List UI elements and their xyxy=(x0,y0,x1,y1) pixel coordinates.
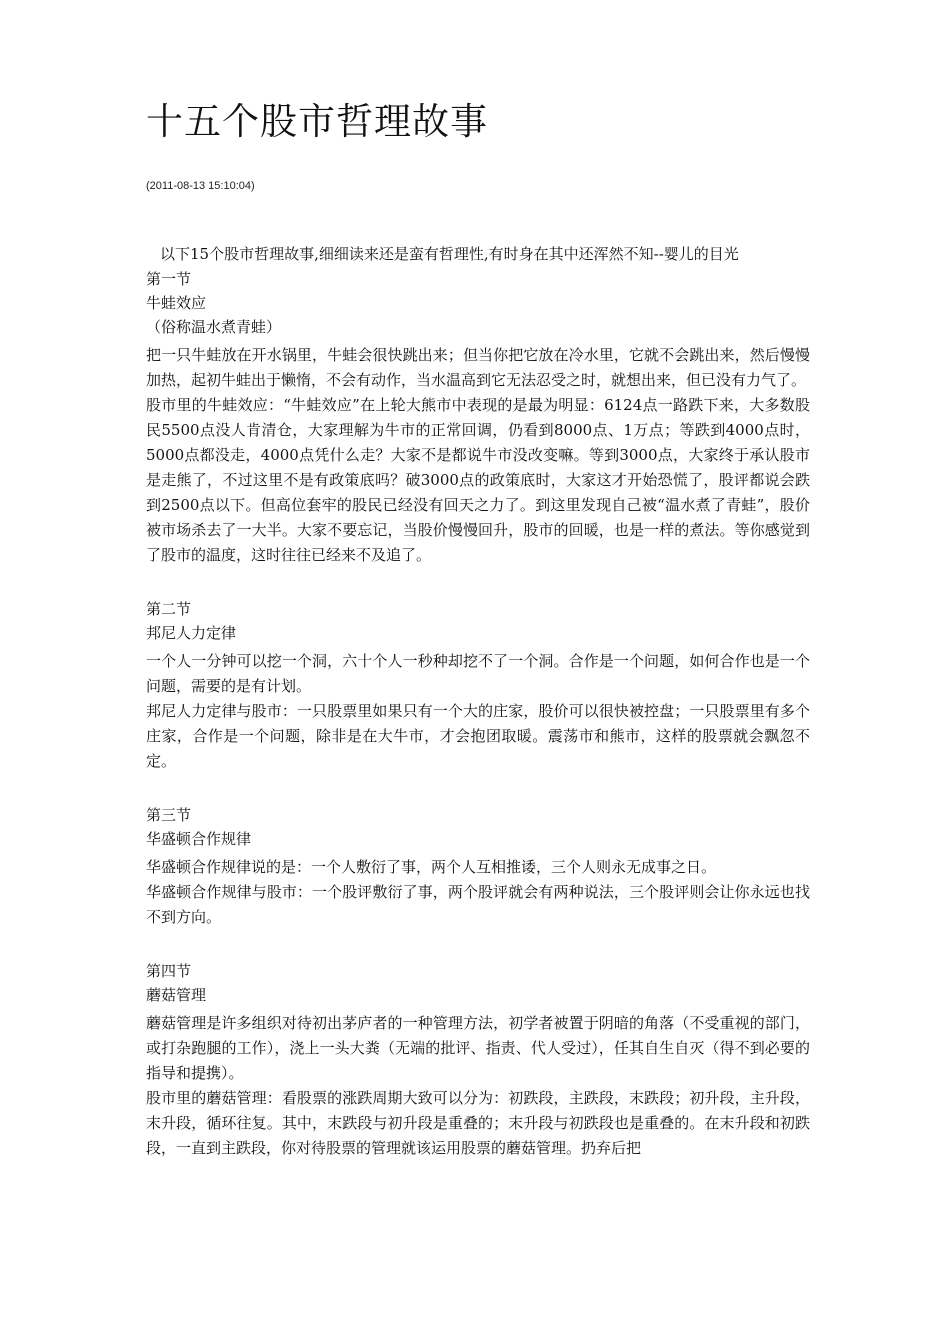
publish-date: (2011-08-13 15:10:04) xyxy=(146,180,255,192)
section-name: 牛蛙效应 xyxy=(146,294,207,312)
section-alias: （俗称温水煮青蛙） xyxy=(146,318,282,336)
section-paragraph: 一个人一分钟可以挖一个洞，六十个人一秒种却挖不了一个洞。合作是一个问题，如何合作也是一个问题，需要的是有计划。 xyxy=(146,652,810,695)
section-paragraph: 邦尼人力定律与股市：一只股票里如果只有一个大的庄家，股价可以很快被控盘；一只股票里有多个庄家，合作是一个问题，除非是在大牛市，才会抱团取暖。震荡市和熊市，这样的股票就会飘忽不定。 xyxy=(146,702,810,770)
section-4 xyxy=(146,959,810,1161)
section-name: 华盛顿合作规律 xyxy=(146,830,252,848)
section-heading: 第一节 xyxy=(146,270,192,288)
section-3 xyxy=(146,803,810,930)
section-2 xyxy=(146,597,810,774)
section-paragraph: 把一只牛蛙放在开水锅里，牛蛙会很快跳出来；但当你把它放在冷水里，它就不会跳出来，然后慢慢加热，起初牛蛙出于懒惰，不会有动作，当水温高到它无法忍受之时，就想出来，但已没有力气了。 xyxy=(146,346,810,389)
section-heading: 第三节 xyxy=(146,806,192,824)
section-paragraph: 华盛顿合作规律说的是：一个人敷衍了事，两个人互相推诿，三个人则永无成事之日。 xyxy=(146,858,717,876)
section-paragraph: 华盛顿合作规律与股市：一个股评敷衍了事，两个股评就会有两种说法，三个股评则会让你永远也找不到方向。 xyxy=(146,883,810,926)
section-paragraph: 股市里的牛蛙效应：“牛蛙效应”在上轮大熊市中表现的是最为明显：6124点一路跌下来，大多数股民5500点没人肯清仓，大家理解为牛市的正常回调，仍看到8000点、1万点；等跌到4000点时，5000点都没走，4000点凭什么走？大家不是都说牛市没改变嘛。等到3000点，大家终于承认股市是走熊了，不过这里不是有政策底吗？破3000点的政策底时，大家这才开始恐慌了，股评都说会跌到2500点以下。但高位套牢的股民已经没有回天之力了。到这里发现自己被“温水煮了青蛙”，股价被市场杀去了一大半。大家不要忘记，当股价慢慢回升，股市的回暖，也是一样的煮法。等你感觉到了股市的温度，这时往往已经来不及追了。 xyxy=(146,396,810,564)
section-heading: 第四节 xyxy=(146,962,192,980)
section-name: 邦尼人力定律 xyxy=(146,624,237,642)
section-name: 蘑菇管理 xyxy=(146,986,207,1004)
section-1 xyxy=(146,267,810,568)
section-paragraph: 蘑菇管理是许多组织对待初出茅庐者的一种管理方法，初学者被置于阴暗的角落（不受重视的部门，或打杂跑腿的工作），浇上一头大粪（无端的批评、指责、代人受过），任其自生自灭（得不到必要的指导和提携）。 xyxy=(146,1014,810,1082)
intro-paragraph: 以下15个股市哲理故事,细细读来还是蛮有哲理性,有时身在其中还浑然不知--婴儿的目光 xyxy=(160,245,739,263)
section-paragraph: 股市里的蘑菇管理：看股票的涨跌周期大致可以分为：初跌段，主跌段，末跌段；初升段，主升段，末升段，循环往复。其中，末跌段与初升段是重叠的；末升段与初跌段也是重叠的。在末升段和初跌段，一直到主跌段，你对待股票的管理就该运用股票的蘑菇管理。扔弃后把 xyxy=(146,1089,810,1157)
document-page xyxy=(146,98,810,1161)
section-heading: 第二节 xyxy=(146,600,192,618)
document-title: 十五个股市哲理故事 xyxy=(146,100,488,143)
